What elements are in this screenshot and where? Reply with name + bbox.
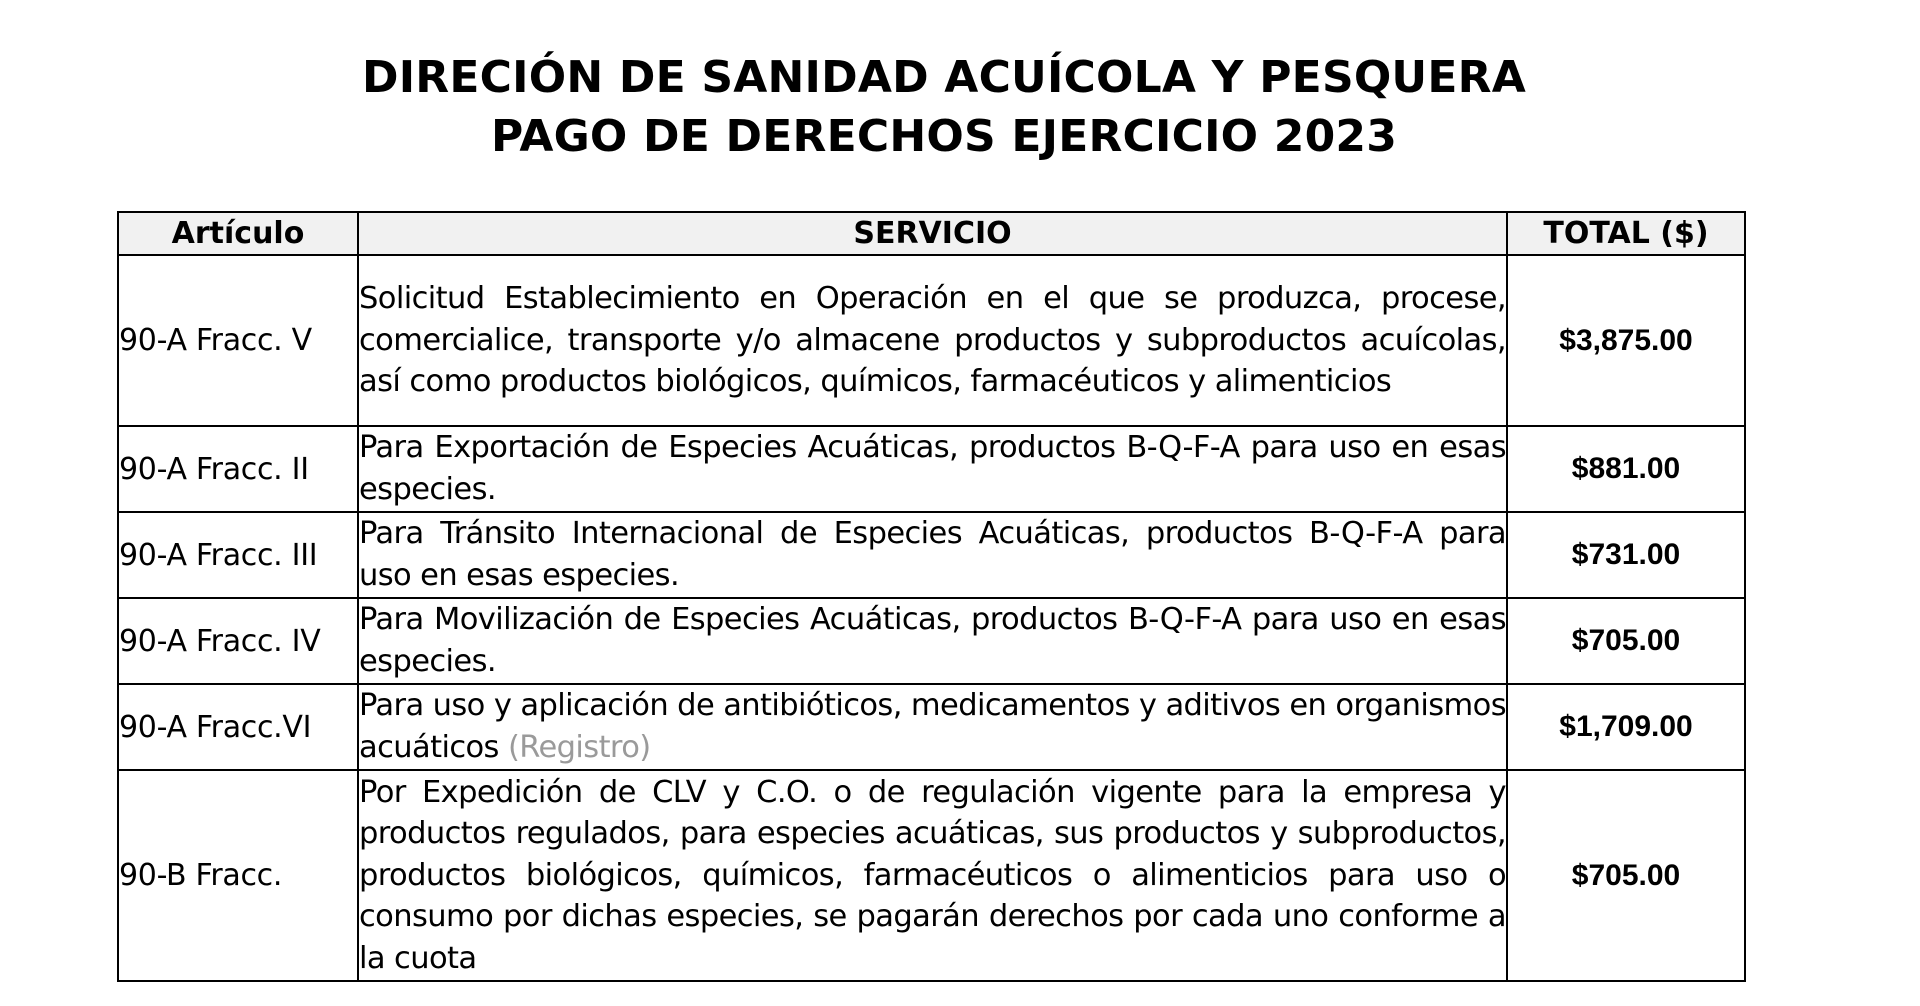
servicio-cell: [358, 770, 1507, 981]
header-total: TOTAL ($): [1507, 212, 1745, 255]
registro-note: (Registro): [507, 729, 651, 765]
total-cell: $731.00: [1507, 512, 1745, 598]
table-row: [118, 770, 1745, 981]
articulo-cell: 90-A Fracc. IV: [118, 598, 358, 684]
articulo-cell: 90-A Fracc. III: [118, 512, 358, 598]
servicio-cell: [358, 598, 1507, 684]
table-row: [118, 512, 1745, 598]
servicio-text: Por Expedición de CLV y C.O. o de regulación vigente para la empresa y productos regulados, para especies acuáticas, sus productos y subproductos, productos biológicos, químicos, farmacéuticos o alimenticios para uso o consumo por dichas especies, se pagarán derechos por cada uno conforme a la cuota: [359, 774, 1506, 976]
header-articulo: Artículo: [118, 212, 358, 255]
servicio-cell: [358, 512, 1507, 598]
table-row: [118, 426, 1745, 512]
articulo-cell: 90-A Fracc. II: [118, 426, 358, 512]
total-cell: $881.00: [1507, 426, 1745, 512]
servicio-text: Para Exportación de Especies Acuáticas, productos B-Q-F-A para uso en esas especies.: [359, 430, 1506, 507]
servicio-text: Solicitud Establecimiento en Operación en el que se produzca, procese, comercialice, transporte y/o almacene productos y subproductos acuícolas, así como productos biológicos, químicos, farmacéuticos y alimenticios: [359, 281, 1506, 400]
total-cell: $3,875.00: [1507, 255, 1745, 426]
articulo-cell: 90-A Fracc.VI: [118, 684, 358, 770]
table-header-row: [118, 212, 1745, 255]
servicio-text: Para Movilización de Especies Acuáticas, productos B-Q-F-A para uso en esas especies.: [359, 602, 1506, 679]
articulo-cell: 90-A Fracc. V: [118, 255, 358, 426]
document-title: DIRECIÓN DE SANIDAD ACUÍCOLA Y PESQUERA: [362, 52, 1526, 103]
table-row: [118, 255, 1745, 426]
total-cell: $1,709.00: [1507, 684, 1745, 770]
servicio-cell: [358, 684, 1507, 770]
servicio-cell: [358, 255, 1507, 426]
fees-table: [117, 211, 1746, 982]
servicio-text: Para Tránsito Internacional de Especies Acuáticas, productos B-Q-F-A para uso en esas especies.: [359, 516, 1506, 593]
total-cell: $705.00: [1507, 598, 1745, 684]
table-row: [118, 598, 1745, 684]
table-row: [118, 684, 1745, 770]
articulo-cell: 90-B Fracc.: [118, 770, 358, 981]
total-cell: $705.00: [1507, 770, 1745, 981]
servicio-cell: [358, 426, 1507, 512]
servicio-text: Para uso y aplicación de antibióticos, medicamentos y aditivos en organismos acuáticos: [359, 688, 1506, 765]
header-servicio: SERVICIO: [358, 212, 1507, 255]
document-subtitle: PAGO DE DERECHOS EJERCICIO 2023: [490, 111, 1398, 162]
